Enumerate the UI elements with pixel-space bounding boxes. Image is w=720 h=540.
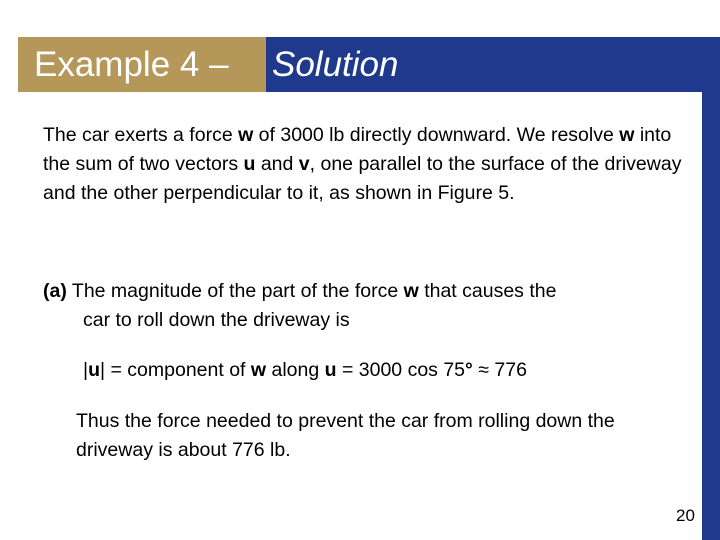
vector-w: w: [403, 280, 419, 302]
degree-symbol: °: [465, 359, 473, 381]
text-run: that causes the: [418, 280, 557, 302]
part-a-line2: car to roll down the driveway is: [83, 309, 350, 331]
right-accent-bar: [702, 92, 720, 540]
conclusion-paragraph: Thus the force needed to prevent the car from rolling down the driveway is about 776 lb.: [76, 410, 615, 461]
vector-u: u: [88, 359, 100, 381]
text-run: The magnitude of the part of the force: [66, 280, 404, 302]
vector-u: u: [324, 359, 337, 381]
formula-result: 776: [494, 359, 527, 381]
title-bar: [18, 37, 720, 92]
text-run: along: [266, 359, 325, 381]
text-run: into the sum of two vectors: [43, 124, 672, 175]
vector-u: u: [243, 153, 256, 175]
vector-w: w: [619, 124, 635, 146]
text-run: of 3000 lb directly downward. We resolve: [253, 124, 620, 146]
title-solution: Solution: [272, 45, 399, 84]
title-example: Example 4 –: [34, 45, 229, 84]
approx-symbol: ≈: [472, 359, 495, 381]
text-run: = component of: [105, 359, 251, 381]
vector-w: w: [250, 359, 267, 381]
abs-bar: |: [100, 359, 106, 381]
text-run: = 3000 cos 75: [336, 359, 466, 381]
abs-bar: |: [83, 359, 89, 381]
text-run: , one parallel to the surface of the driveway and the other perpendicular to it, as shown in Figure 5.: [43, 153, 682, 204]
part-a-line1: [43, 277, 693, 306]
vector-w: w: [238, 124, 254, 146]
part-a-paragraph: [43, 277, 693, 335]
vector-v: v: [298, 153, 310, 175]
page-number: 20: [676, 506, 695, 525]
text-run: and: [255, 153, 299, 175]
part-a-label: (a): [43, 280, 67, 302]
intro-paragraph: [43, 121, 693, 208]
magnitude-formula: [83, 356, 527, 385]
title-right-block: [266, 37, 720, 92]
title-left-block: [18, 37, 266, 92]
text-run: The car exerts a force: [43, 124, 239, 146]
